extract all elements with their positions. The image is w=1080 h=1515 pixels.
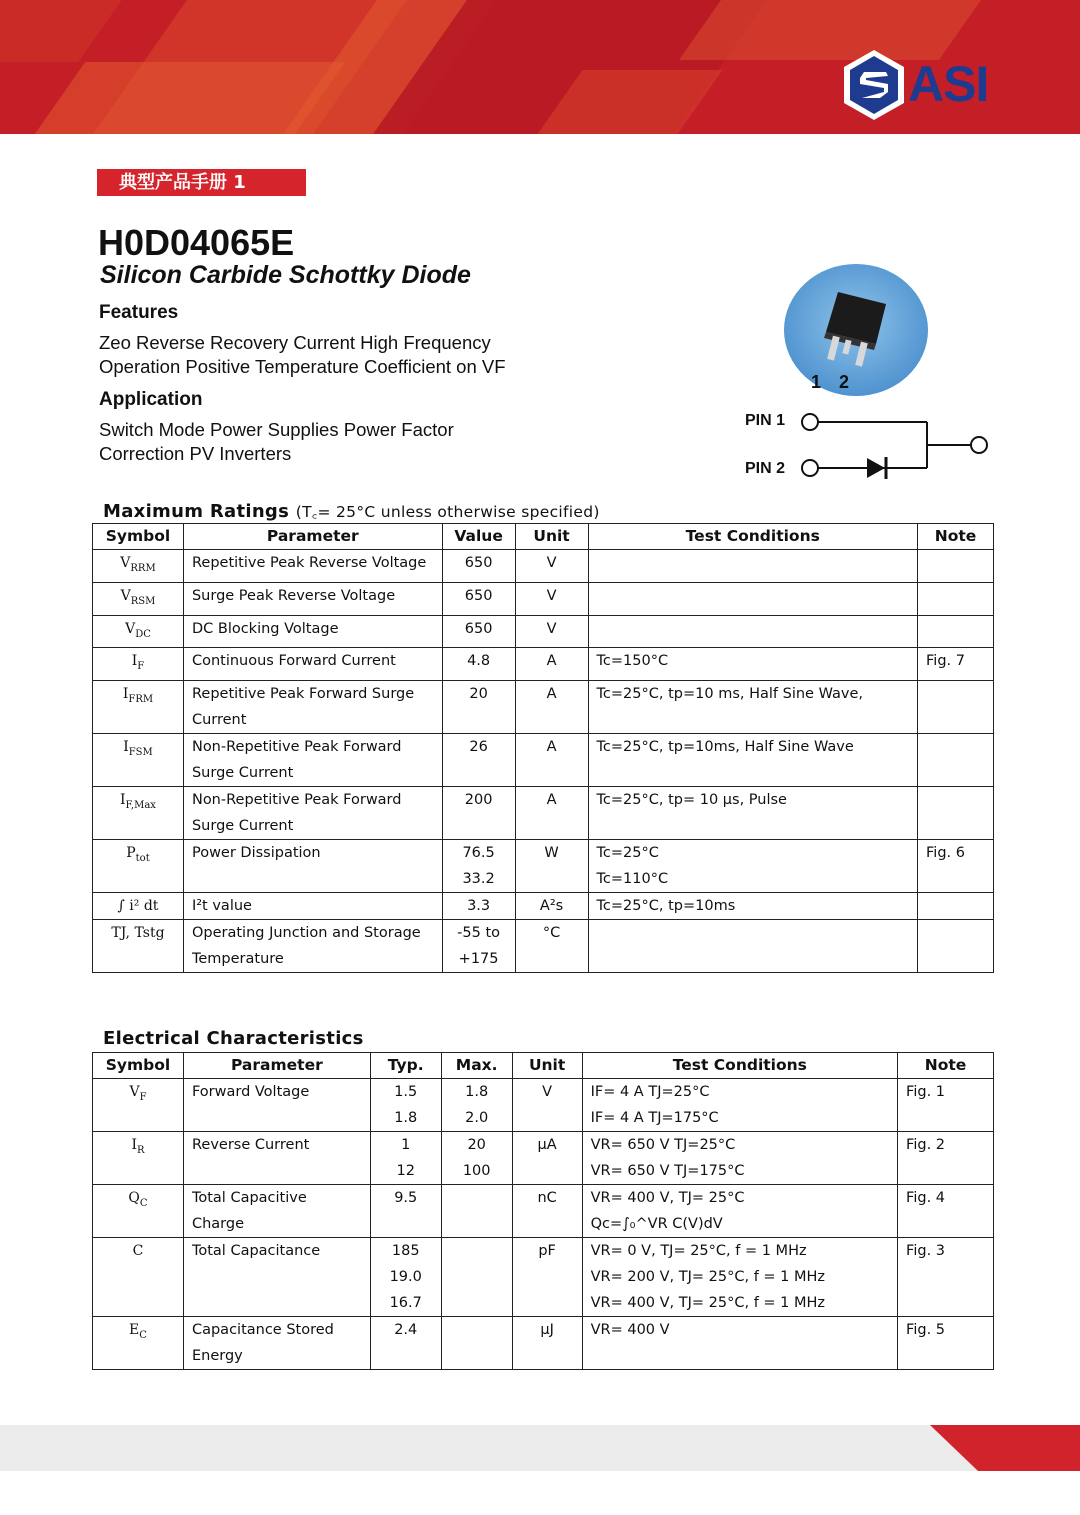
unit-cell: μJ bbox=[512, 1317, 582, 1370]
parameter-line: Power Dissipation bbox=[191, 845, 321, 862]
manual-tag: 典型产品手册 1 bbox=[97, 169, 306, 196]
footer-bar bbox=[0, 1425, 1080, 1471]
max-line: 2.0 bbox=[465, 1110, 489, 1126]
table-row bbox=[93, 1238, 994, 1317]
max-cell bbox=[441, 1238, 512, 1317]
symbol-text: C bbox=[132, 1243, 144, 1259]
condition-line: Tc=110°C bbox=[596, 871, 669, 888]
parameter-line: I²t value bbox=[191, 898, 252, 915]
column-header: Parameter bbox=[183, 524, 442, 550]
symbol-subscript: DC bbox=[135, 628, 151, 640]
typ-line: 1.5 bbox=[394, 1084, 418, 1100]
typ-line: 16.7 bbox=[389, 1295, 422, 1311]
max-ratings-table bbox=[92, 523, 994, 973]
condition-line: Tc=25°C bbox=[596, 845, 659, 862]
conditions-cell bbox=[582, 1185, 897, 1238]
symbol-cell bbox=[93, 681, 184, 734]
parameter-cell bbox=[183, 1185, 370, 1238]
parameter-cell bbox=[183, 1238, 370, 1317]
unit-cell: μA bbox=[512, 1132, 582, 1185]
pin-number-2: 2 bbox=[839, 372, 850, 392]
value-cell bbox=[442, 648, 515, 681]
parameter-cell bbox=[183, 681, 442, 734]
symbol-subscript: FRM bbox=[128, 693, 154, 705]
features-line: Operation Positive Temperature Coefficient on VF bbox=[99, 356, 506, 377]
value-cell bbox=[442, 615, 515, 648]
value-line: 650 bbox=[464, 587, 493, 604]
symbol-subscript: FSM bbox=[128, 746, 153, 758]
note-cell: Fig. 1 bbox=[898, 1079, 994, 1132]
table-row bbox=[93, 648, 994, 681]
max-cell bbox=[441, 1079, 512, 1132]
symbol-subscript: F bbox=[137, 661, 145, 673]
conditions-cell bbox=[582, 1317, 897, 1370]
conditions-cell bbox=[582, 1079, 897, 1132]
application-heading: Application bbox=[99, 389, 203, 410]
note-cell: Fig. 3 bbox=[898, 1238, 994, 1317]
typ-cell bbox=[370, 1132, 441, 1185]
value-line: 3.3 bbox=[467, 898, 491, 915]
parameter-cell bbox=[183, 582, 442, 615]
symbol-cell bbox=[93, 550, 184, 583]
value-line: 20 bbox=[469, 686, 488, 703]
max-line: 100 bbox=[462, 1163, 491, 1179]
unit-cell: A²s bbox=[515, 893, 588, 920]
symbol-cell bbox=[93, 1079, 184, 1132]
max-cell bbox=[441, 1185, 512, 1238]
table-row bbox=[93, 1317, 994, 1370]
typ-cell bbox=[370, 1317, 441, 1370]
unit-cell: A bbox=[515, 681, 588, 734]
pin2-label: PIN 2 bbox=[745, 460, 786, 477]
condition-line: VR= 200 V, TJ= 25°C, f = 1 MHz bbox=[590, 1269, 826, 1285]
table-row bbox=[93, 1185, 994, 1238]
typ-line: 19.0 bbox=[389, 1269, 422, 1285]
typ-line: 2.4 bbox=[394, 1322, 418, 1338]
max-cell bbox=[441, 1317, 512, 1370]
symbol-subscript: RSM bbox=[130, 595, 156, 607]
symbol-text: I bbox=[131, 1137, 137, 1153]
symbol-text: I bbox=[122, 686, 129, 703]
max-line: 20 bbox=[467, 1137, 486, 1153]
symbol-cell bbox=[93, 893, 184, 920]
unit-cell: W bbox=[515, 840, 588, 893]
symbol-subscript: F bbox=[139, 1091, 147, 1103]
conditions-cell bbox=[588, 920, 917, 973]
parameter-line: Current bbox=[191, 712, 247, 729]
diode-schematic-icon bbox=[795, 408, 995, 483]
conditions-cell bbox=[588, 893, 917, 920]
parameter-line: Capacitance Stored bbox=[191, 1322, 334, 1338]
symbol-text: I bbox=[131, 653, 138, 670]
parameter-line: Temperature bbox=[191, 951, 284, 968]
pin1-label: PIN 1 bbox=[745, 412, 786, 429]
symbol-text: V bbox=[129, 1084, 140, 1100]
symbol-text: Q bbox=[128, 1190, 140, 1206]
note-cell bbox=[918, 615, 994, 648]
typ-line: 1.8 bbox=[394, 1110, 418, 1126]
condition-line: VR= 650 V TJ=175°C bbox=[590, 1163, 745, 1179]
column-header: Typ. bbox=[370, 1053, 441, 1079]
table-row bbox=[93, 840, 994, 893]
symbol-cell bbox=[93, 615, 184, 648]
column-header: Symbol bbox=[93, 1053, 184, 1079]
symbol-subscript: F,Max bbox=[125, 799, 156, 811]
unit-cell: V bbox=[515, 615, 588, 648]
condition-line: VR= 400 V bbox=[590, 1322, 670, 1338]
symbol-text: I bbox=[123, 739, 129, 756]
note-cell bbox=[918, 734, 994, 787]
parameter-line: Operating Junction and Storage bbox=[191, 925, 421, 942]
parameter-line: Forward Voltage bbox=[191, 1084, 310, 1100]
table-row bbox=[93, 615, 994, 648]
electrical-characteristics-title: Electrical Characteristics bbox=[103, 1028, 364, 1049]
symbol-text: V bbox=[125, 620, 136, 637]
product-subtitle: Silicon Carbide Schottky Diode bbox=[100, 261, 471, 289]
value-cell bbox=[442, 920, 515, 973]
table-row bbox=[93, 1079, 994, 1132]
value-line: 33.2 bbox=[462, 871, 495, 888]
table-row bbox=[93, 734, 994, 787]
condition-line: Tc=25°C, tp=10ms bbox=[596, 898, 736, 915]
column-header: Test Conditions bbox=[582, 1053, 897, 1079]
condition-line: VR= 650 V TJ=25°C bbox=[590, 1137, 736, 1153]
parameter-line: Repetitive Peak Forward Surge bbox=[191, 686, 415, 703]
value-cell bbox=[442, 893, 515, 920]
column-header: Unit bbox=[512, 1053, 582, 1079]
value-line: 4.8 bbox=[467, 653, 491, 670]
typ-line: 12 bbox=[396, 1163, 415, 1179]
symbol-cell bbox=[93, 1238, 184, 1317]
value-line: 650 bbox=[464, 620, 493, 637]
column-header: Value bbox=[442, 524, 515, 550]
parameter-cell bbox=[183, 787, 442, 840]
conditions-cell bbox=[588, 648, 917, 681]
parameter-cell bbox=[183, 550, 442, 583]
conditions-cell bbox=[588, 681, 917, 734]
column-header: Note bbox=[918, 524, 994, 550]
application-line: Switch Mode Power Supplies Power Factor bbox=[99, 419, 454, 440]
column-header: Symbol bbox=[93, 524, 184, 550]
brand-name: ASI bbox=[908, 56, 989, 112]
symbol-text: E bbox=[129, 1322, 140, 1338]
features-text bbox=[99, 331, 569, 379]
header-row bbox=[93, 1053, 994, 1079]
parameter-line: Surge Current bbox=[191, 818, 294, 835]
conditions-cell bbox=[582, 1132, 897, 1185]
column-header: Note bbox=[898, 1053, 994, 1079]
condition-line: Tc=25°C, tp= 10 μs, Pulse bbox=[596, 792, 787, 809]
symbol-subscript: RRM bbox=[130, 562, 156, 574]
note-cell bbox=[918, 920, 994, 973]
typ-cell bbox=[370, 1238, 441, 1317]
table-row bbox=[93, 1132, 994, 1185]
symbol-subscript: C bbox=[139, 1329, 147, 1341]
symbol-cell bbox=[93, 648, 184, 681]
table-row bbox=[93, 920, 994, 973]
unit-cell: A bbox=[515, 734, 588, 787]
note-cell bbox=[918, 550, 994, 583]
unit-cell: V bbox=[512, 1079, 582, 1132]
unit-cell: V bbox=[515, 550, 588, 583]
conditions-cell bbox=[588, 550, 917, 583]
symbol-cell bbox=[93, 920, 184, 973]
table-row bbox=[93, 787, 994, 840]
note-cell: Fig. 6 bbox=[918, 840, 994, 893]
parameter-line: Surge Peak Reverse Voltage bbox=[191, 587, 396, 604]
parameter-cell bbox=[183, 734, 442, 787]
parameter-line: Non-Repetitive Peak Forward bbox=[191, 739, 402, 756]
symbol-subscript: tot bbox=[135, 852, 150, 864]
value-line: 200 bbox=[464, 792, 493, 809]
parameter-cell bbox=[183, 920, 442, 973]
value-cell bbox=[442, 582, 515, 615]
table-row bbox=[93, 893, 994, 920]
condition-line: IF= 4 A TJ=175°C bbox=[590, 1110, 719, 1126]
features-line: Zeo Reverse Recovery Current High Frequency bbox=[99, 332, 491, 353]
parameter-line: Energy bbox=[191, 1348, 243, 1364]
condition-line: IF= 4 A TJ=25°C bbox=[590, 1084, 710, 1100]
max-cell bbox=[441, 1132, 512, 1185]
parameter-cell bbox=[183, 615, 442, 648]
value-line: 76.5 bbox=[462, 845, 495, 862]
conditions-cell bbox=[588, 582, 917, 615]
parameter-cell bbox=[183, 840, 442, 893]
conditions-cell bbox=[588, 840, 917, 893]
value-cell bbox=[442, 734, 515, 787]
typ-line: 185 bbox=[391, 1243, 420, 1259]
unit-cell: A bbox=[515, 648, 588, 681]
part-number: H0D04065E bbox=[98, 222, 295, 263]
parameter-line: Charge bbox=[191, 1216, 245, 1232]
parameter-cell bbox=[183, 648, 442, 681]
pin-number-1: 1 bbox=[811, 372, 822, 392]
condition-line: Qc=∫₀^VR C(V)dV bbox=[590, 1216, 723, 1232]
condition-line: Tc=25°C, tp=10 ms, Half Sine Wave, bbox=[596, 686, 863, 703]
symbol-cell bbox=[93, 787, 184, 840]
features-heading: Features bbox=[99, 302, 179, 323]
parameter-cell bbox=[183, 1317, 370, 1370]
symbol-cell bbox=[93, 840, 184, 893]
parameter-line: Non-Repetitive Peak Forward bbox=[191, 792, 402, 809]
symbol-cell bbox=[93, 734, 184, 787]
symbol-cell bbox=[93, 1185, 184, 1238]
conditions-cell bbox=[588, 615, 917, 648]
value-cell bbox=[442, 550, 515, 583]
condition-line: VR= 400 V, TJ= 25°C bbox=[590, 1190, 745, 1206]
typ-line: 9.5 bbox=[394, 1190, 418, 1206]
column-header: Unit bbox=[515, 524, 588, 550]
parameter-line: Surge Current bbox=[191, 765, 294, 782]
note-cell bbox=[918, 582, 994, 615]
symbol-text: V bbox=[120, 587, 131, 604]
unit-cell: A bbox=[515, 787, 588, 840]
column-header: Test Conditions bbox=[588, 524, 917, 550]
symbol-subscript: C bbox=[139, 1197, 148, 1209]
condition-line: VR= 0 V, TJ= 25°C, f = 1 MHz bbox=[590, 1243, 807, 1259]
table-row bbox=[93, 582, 994, 615]
header-row bbox=[93, 524, 994, 550]
table-row bbox=[93, 550, 994, 583]
symbol-cell bbox=[93, 1317, 184, 1370]
unit-cell: °C bbox=[515, 920, 588, 973]
table-row bbox=[93, 681, 994, 734]
unit-cell: nC bbox=[512, 1185, 582, 1238]
header-banner bbox=[0, 0, 1080, 134]
note-cell: Fig. 5 bbox=[898, 1317, 994, 1370]
symbol-text: ∫ i² dt bbox=[117, 898, 159, 915]
value-cell bbox=[442, 787, 515, 840]
parameter-line: Reverse Current bbox=[191, 1137, 310, 1153]
value-line: -55 to bbox=[457, 925, 501, 942]
note-cell: Fig. 4 bbox=[898, 1185, 994, 1238]
parameter-line: DC Blocking Voltage bbox=[191, 620, 339, 637]
value-cell bbox=[442, 840, 515, 893]
electrical-characteristics-table bbox=[92, 1052, 994, 1370]
parameter-line: Repetitive Peak Reverse Voltage bbox=[191, 555, 427, 571]
symbol-subscript: R bbox=[136, 1144, 145, 1156]
parameter-line: Total Capacitance bbox=[191, 1243, 321, 1259]
conditions-cell bbox=[588, 734, 917, 787]
column-header: Max. bbox=[441, 1053, 512, 1079]
symbol-cell bbox=[93, 1132, 184, 1185]
unit-cell: V bbox=[515, 582, 588, 615]
parameter-cell bbox=[183, 1132, 370, 1185]
value-line: 26 bbox=[469, 739, 488, 756]
typ-cell bbox=[370, 1079, 441, 1132]
parameter-cell bbox=[183, 1079, 370, 1132]
condition-line: Tc=25°C, tp=10ms, Half Sine Wave bbox=[596, 739, 854, 756]
value-line: +175 bbox=[458, 951, 499, 968]
note-cell bbox=[918, 681, 994, 734]
note-cell bbox=[918, 787, 994, 840]
parameter-cell bbox=[183, 893, 442, 920]
to252-package-image bbox=[778, 262, 933, 397]
note-cell: Fig. 2 bbox=[898, 1132, 994, 1185]
value-cell bbox=[442, 681, 515, 734]
symbol-text: P bbox=[126, 845, 136, 862]
condition-line: VR= 400 V, TJ= 25°C, f = 1 MHz bbox=[590, 1295, 826, 1311]
typ-cell bbox=[370, 1185, 441, 1238]
condition-line: Tc=150°C bbox=[596, 653, 669, 670]
conditions-cell bbox=[588, 787, 917, 840]
symbol-text: I bbox=[120, 792, 126, 809]
value-line: 650 bbox=[464, 555, 493, 571]
symbol-cell bbox=[93, 582, 184, 615]
column-header: Parameter bbox=[183, 1053, 370, 1079]
application-line: Correction PV Inverters bbox=[99, 443, 292, 464]
note-cell: Fig. 7 bbox=[918, 648, 994, 681]
parameter-line: Total Capacitive bbox=[191, 1190, 307, 1206]
application-text bbox=[99, 418, 569, 466]
conditions-cell bbox=[582, 1238, 897, 1317]
parameter-line: Continuous Forward Current bbox=[191, 653, 396, 670]
note-cell bbox=[918, 893, 994, 920]
symbol-text: V bbox=[120, 555, 131, 571]
typ-line: 1 bbox=[401, 1137, 411, 1153]
symbol-text: TJ, Tstg bbox=[111, 925, 165, 942]
unit-cell: pF bbox=[512, 1238, 582, 1317]
max-ratings-title: Maximum Ratings (T꜀= 25°C unless otherwise specified) bbox=[103, 501, 600, 522]
max-line: 1.8 bbox=[465, 1084, 489, 1100]
